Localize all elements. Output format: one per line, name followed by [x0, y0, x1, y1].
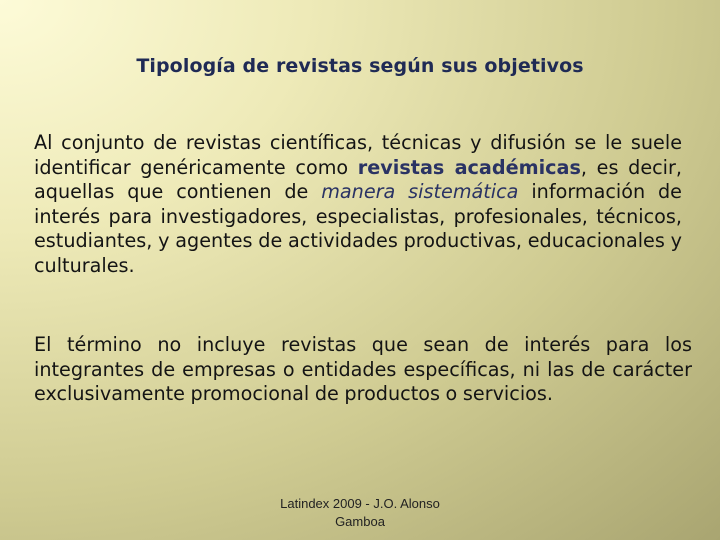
paragraph-text: información de interés para investigadores, especialistas, profesionales, técnicos, estudiantes, y agentes de actividades productivas, educacionales y culturales. — [34, 180, 682, 277]
paragraph-text: Al conjunto de revistas científicas, técnicas y difusión se le suele identificar genéricamente como — [34, 131, 682, 179]
paragraph-exclusions: El término no incluye revistas que sean de interés para los integrantes de empresas o entidades específicas, ni las de carácter exclusivamente promocional de productos o servicios. — [34, 333, 692, 405]
emphasis-bold: revistas académicas — [357, 155, 581, 179]
paragraph-definition — [34, 131, 682, 278]
emphasis-italic: manera sistemática — [321, 180, 519, 203]
slide-title: Tipología de revistas según sus objetivos — [136, 55, 584, 77]
slide-footer: Latindex 2009 - J.O. Alonso Gamboa — [280, 496, 440, 529]
paragraph-text: , es decir, aquellas que contienen de — [34, 155, 682, 203]
